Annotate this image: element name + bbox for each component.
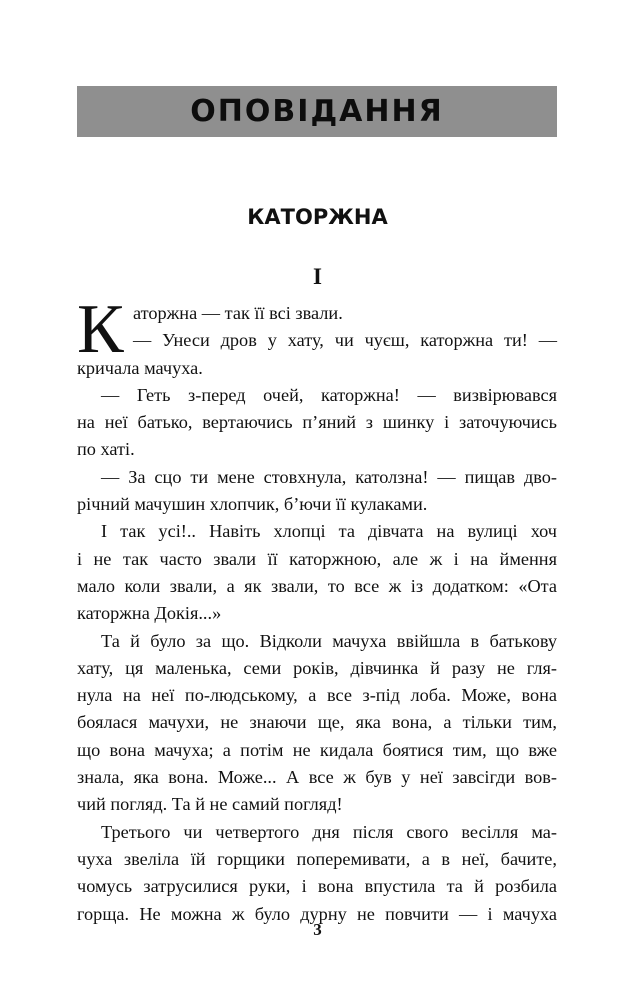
text-line: хату, ця маленька, семи років, дівчинка й разу не гля- <box>77 657 557 678</box>
text-line: горща. Не можна ж було дурну не повчити — і мачуха <box>77 903 557 924</box>
story-title: КАТОРЖНА <box>247 205 388 229</box>
text-line: по хаті. <box>77 439 135 460</box>
text-line: І так усі!.. Навіть хлопці та дівчата на вулиці хоч <box>101 521 557 542</box>
chapter-number: I <box>313 264 322 289</box>
text-line: нула на неї по-людському, а все з-під лоба. Може, вона <box>77 685 557 706</box>
text-line: боялася мачухи, не знаючи ще, яка вона, а тільки тим, <box>77 712 557 733</box>
text-line: що вона мачуха; а потім не кидала боятися тим, що вже <box>77 739 557 760</box>
text-line: чий погляд. Та й не самий погляд! <box>77 794 343 815</box>
body-text <box>77 291 557 928</box>
text-line: Та й було за що. Відколи мачуха ввійшла в батькову <box>101 630 557 651</box>
text-line: кричала мачуха. <box>77 357 203 378</box>
section-banner <box>77 86 557 137</box>
text-line: річний мачушин хлопчик, б’ючи її кулаками. <box>77 494 428 515</box>
page-number: 3 <box>313 920 322 939</box>
text-line: і не так часто звали її каторжною, але ж і на ймення <box>77 548 557 569</box>
text-line: каторжна Докія...» <box>77 603 222 624</box>
text-line: знала, яка вона. Може... А все ж був у неї завсігди вов- <box>77 767 557 788</box>
text-line: Третього чи четвертого дня після свого весілля ма- <box>101 821 557 842</box>
drop-cap: К <box>77 291 124 368</box>
text-line: мало коли звали, а як звали, то все ж із додатком: «Ота <box>77 575 557 596</box>
text-line: — Унеси дров у хату, чи чуєш, каторжна ти! — <box>133 330 557 351</box>
text-line: чуха звеліла їй горщики поперемивати, а в неї, бачите, <box>77 848 557 869</box>
text-line: на неї батько, вертаючись п’яний з шинку і заточуючись <box>77 412 557 433</box>
text-line: аторжна — так її всі звали. <box>133 303 343 323</box>
section-heading: ОПОВІДАННЯ <box>190 94 444 129</box>
text-line: — За сцо ти мене стовхнула, католзна! — пищав дво- <box>101 466 557 487</box>
text-line: — Геть з-перед очей, каторжна! — визвірювався <box>101 384 557 405</box>
text-line: чомусь затрусилися руки, і вона впустила та й розбила <box>77 876 557 897</box>
